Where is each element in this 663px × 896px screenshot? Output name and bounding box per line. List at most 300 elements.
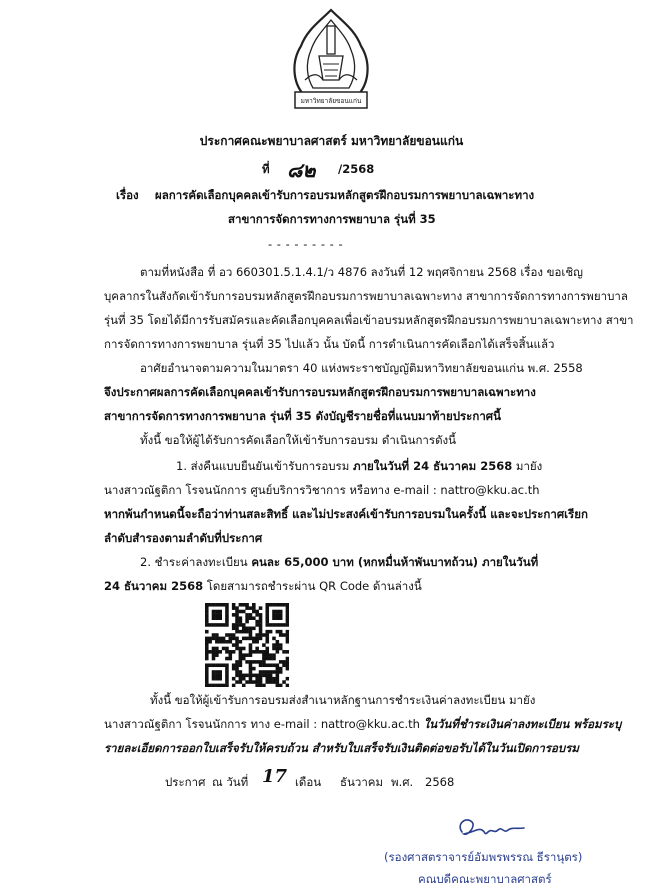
qr-module	[225, 613, 229, 617]
qr-module	[235, 640, 239, 644]
qr-module	[222, 603, 226, 607]
qr-module	[212, 650, 216, 654]
qr-module	[205, 613, 209, 617]
qr-module	[262, 633, 266, 637]
qr-module	[225, 680, 229, 684]
qr-module	[245, 630, 249, 634]
handwritten-number: ๘๒	[287, 158, 316, 182]
qr-module	[205, 643, 209, 647]
qr-module	[212, 637, 216, 641]
qr-module	[279, 623, 283, 627]
qr-module	[215, 650, 219, 654]
qr-module	[212, 653, 216, 657]
qr-module	[242, 674, 246, 678]
qr-module	[255, 620, 259, 624]
qr-module	[265, 630, 269, 634]
qr-module	[208, 684, 212, 687]
qr-module	[215, 670, 219, 674]
qr-module	[276, 610, 280, 614]
date-announced-label: ประกาศ	[165, 775, 206, 789]
paragraph-4-line-2	[104, 717, 621, 731]
qr-module	[205, 674, 209, 678]
paragraph-4-instruction: ในวันที่ชำระเงินค่าลงทะเบียน พร้อมระบุ	[423, 717, 622, 731]
qr-module	[239, 674, 243, 678]
qr-module	[242, 630, 246, 634]
qr-module	[225, 647, 229, 651]
qr-module	[276, 613, 280, 617]
qr-module	[242, 684, 246, 687]
qr-module	[222, 663, 226, 667]
qr-module	[279, 647, 283, 651]
qr-module	[249, 660, 253, 664]
qr-module	[262, 653, 266, 657]
qr-module	[218, 613, 222, 617]
qr-module	[215, 684, 219, 687]
qr-module	[269, 670, 273, 674]
handwritten-day: 17	[262, 766, 288, 787]
qr-module	[239, 623, 243, 627]
qr-module	[239, 603, 243, 607]
qr-module	[239, 630, 243, 634]
qr-module	[245, 603, 249, 607]
item-2-fee: คนละ 65,000 บาท (หกหมื่นห้าพันบาทถ้วน) ภายในวันที่	[251, 555, 539, 569]
qr-module	[212, 613, 216, 617]
qr-module	[225, 677, 229, 681]
item-2-line-1	[140, 555, 538, 569]
qr-module	[272, 603, 276, 607]
qr-module	[279, 633, 283, 637]
qr-module	[242, 603, 246, 607]
qr-module	[249, 643, 253, 647]
qr-module	[255, 650, 259, 654]
qr-module	[222, 637, 226, 641]
qr-module	[262, 643, 266, 647]
qr-module	[255, 647, 259, 651]
qr-module	[225, 667, 229, 671]
qr-module	[286, 684, 289, 687]
qr-module	[272, 637, 276, 641]
qr-module	[252, 640, 256, 644]
qr-module	[276, 680, 280, 684]
qr-module	[272, 663, 276, 667]
qr-module	[272, 670, 276, 674]
paragraph-2-line-1: อาศัยอำนาจตามความในมาตรา 40 แห่งพระราชบัญญัติมหาวิทยาลัยขอนแก่น พ.ศ. 2558	[140, 361, 583, 375]
qr-module	[272, 680, 276, 684]
qr-module	[235, 663, 239, 667]
qr-module	[222, 623, 226, 627]
qr-module	[262, 670, 266, 674]
qr-module	[242, 627, 246, 631]
qr-module	[225, 620, 229, 624]
date-month: ธันวาคม	[340, 775, 384, 789]
qr-module	[212, 663, 216, 667]
qr-module	[265, 616, 269, 620]
qr-module	[229, 640, 233, 644]
signer-name: (รองศาสตราจารย์อัมพรพรรณ ธีรานุตร)	[384, 850, 583, 864]
qr-module	[282, 650, 286, 654]
qr-module	[269, 657, 273, 661]
qr-module	[225, 606, 229, 610]
qr-module	[262, 663, 266, 667]
qr-module	[249, 674, 253, 678]
qr-module	[239, 616, 243, 620]
qr-module	[232, 603, 236, 607]
qr-module	[218, 603, 222, 607]
qr-module	[265, 603, 269, 607]
subject-line-1: ผลการคัดเลือกบุคคลเข้ารับการอบรมหลักสูตรฝึกอบรมการพยาบาลเฉพาะทาง	[155, 188, 535, 202]
qr-module	[232, 684, 236, 687]
number-suffix: /2568	[338, 162, 375, 176]
qr-module	[265, 606, 269, 610]
qr-module	[265, 637, 269, 641]
qr-module	[286, 623, 289, 627]
qr-module	[269, 674, 273, 678]
qr-module	[269, 653, 273, 657]
qr-module	[286, 650, 289, 654]
item-1-deadline: ภายในวันที่ 24 ธันวาคม 2568	[352, 459, 513, 473]
qr-module	[272, 657, 276, 661]
qr-module	[212, 633, 216, 637]
qr-module	[286, 606, 289, 610]
qr-module	[279, 616, 283, 620]
signature-scribble-icon	[452, 812, 532, 844]
qr-module	[272, 677, 276, 681]
qr-module	[262, 657, 266, 661]
qr-module	[272, 653, 276, 657]
qr-module	[229, 637, 233, 641]
qr-module	[279, 603, 283, 607]
qr-module	[235, 613, 239, 617]
qr-module	[252, 616, 256, 620]
qr-module	[239, 670, 243, 674]
qr-module	[215, 674, 219, 678]
qr-module	[208, 623, 212, 627]
qr-module	[269, 630, 273, 634]
qr-module	[265, 677, 269, 681]
qr-module	[259, 650, 263, 654]
qr-module	[249, 680, 253, 684]
qr-module	[218, 640, 222, 644]
qr-module	[235, 674, 239, 678]
qr-module	[272, 643, 276, 647]
qr-module	[259, 606, 263, 610]
qr-module	[235, 647, 239, 651]
qr-module	[252, 606, 256, 610]
qr-module	[215, 653, 219, 657]
qr-module	[249, 630, 253, 634]
qr-module	[279, 670, 283, 674]
qr-module	[232, 677, 236, 681]
qr-module	[252, 667, 256, 671]
qr-module	[286, 657, 289, 661]
university-seal	[283, 8, 379, 118]
qr-module	[245, 613, 249, 617]
qr-module	[225, 616, 229, 620]
qr-module	[255, 677, 259, 681]
qr-module	[276, 603, 280, 607]
qr-module	[282, 633, 286, 637]
qr-module	[286, 677, 289, 681]
qr-module	[232, 606, 236, 610]
qr-module	[222, 684, 226, 687]
date-year-label: พ.ศ.	[391, 775, 414, 789]
qr-module	[249, 606, 253, 610]
qr-module	[232, 623, 236, 627]
qr-module	[272, 610, 276, 614]
qr-module	[279, 610, 283, 614]
qr-module	[259, 674, 263, 678]
qr-module	[218, 663, 222, 667]
qr-module	[276, 630, 280, 634]
qr-module	[249, 653, 253, 657]
qr-module	[252, 627, 256, 631]
qr-module	[212, 616, 216, 620]
qr-module	[239, 610, 243, 614]
item-1-line-1	[176, 459, 542, 473]
qr-module	[242, 657, 246, 661]
qr-module	[286, 660, 289, 664]
qr-module	[276, 684, 280, 687]
qr-module	[225, 610, 229, 614]
qr-module	[239, 663, 243, 667]
qr-module	[262, 684, 266, 687]
qr-module	[218, 610, 222, 614]
item-1-line-3: หากพ้นกำหนดนี้จะถือว่าท่านสละสิทธิ์ และไม่ประสงค์เข้ารับการอบรมในครั้งนี้ และจะประกาศเรียก	[104, 507, 588, 521]
date-month-label: เดือน	[295, 775, 322, 789]
qr-module	[212, 670, 216, 674]
qr-module	[205, 623, 209, 627]
qr-module	[239, 640, 243, 644]
paragraph-2-line-3: สาขาการจัดการทางการพยาบาล รุ่นที่ 35 ดังบัญชีรายชื่อที่แนบมาท้ายประกาศนี้	[104, 409, 501, 423]
item-1-end: มายัง	[515, 459, 543, 473]
qr-module	[229, 633, 233, 637]
qr-module	[229, 653, 233, 657]
qr-module	[239, 657, 243, 661]
qr-module	[245, 616, 249, 620]
paragraph-1-line-3: รุ่นที่ 35 โดยได้มีการรับสมัครและคัดเลือกบุคคลเพื่อเข้าอบรมหลักสูตรฝึกอบรมการพยาบาลเฉพาะทาง สาขา	[104, 313, 634, 327]
qr-module	[255, 674, 259, 678]
qr-module	[255, 610, 259, 614]
qr-module	[225, 670, 229, 674]
qr-module	[218, 674, 222, 678]
qr-module	[255, 613, 259, 617]
qr-module	[265, 650, 269, 654]
qr-module	[215, 640, 219, 644]
qr-module	[205, 684, 209, 687]
qr-module	[242, 637, 246, 641]
qr-module	[265, 610, 269, 614]
qr-module	[235, 616, 239, 620]
qr-module	[212, 657, 216, 661]
qr-module	[232, 613, 236, 617]
signer-title: คณบดีคณะพยาบาลศาสตร์	[418, 872, 552, 886]
qr-module	[286, 613, 289, 617]
qr-module	[259, 623, 263, 627]
qr-module	[225, 650, 229, 654]
qr-module	[269, 603, 273, 607]
qr-module	[272, 647, 276, 651]
qr-module	[205, 663, 209, 667]
qr-module	[252, 610, 256, 614]
qr-module	[265, 663, 269, 667]
qr-module	[232, 667, 236, 671]
qr-module	[232, 663, 236, 667]
number-prefix: ที่	[262, 162, 270, 176]
qr-module	[208, 640, 212, 644]
qr-module	[265, 670, 269, 674]
qr-module	[225, 623, 229, 627]
qr-module	[208, 650, 212, 654]
qr-module	[269, 663, 273, 667]
qr-module	[276, 674, 280, 678]
qr-module	[239, 653, 243, 657]
qr-module	[212, 610, 216, 614]
qr-module	[212, 647, 216, 651]
separator-dashes: - - - - - - - - -	[268, 237, 344, 251]
qr-module	[249, 670, 253, 674]
qr-module	[205, 603, 209, 607]
qr-module	[279, 630, 283, 634]
qr-module	[276, 677, 280, 681]
qr-module	[218, 623, 222, 627]
qr-module	[225, 640, 229, 644]
qr-module	[255, 680, 259, 684]
qr-module	[229, 657, 233, 661]
qr-module	[276, 623, 280, 627]
item-2-qr-note: โดยสามารถชำระผ่าน QR Code ด้านล่างนี้	[206, 579, 422, 593]
qr-module	[255, 623, 259, 627]
qr-module	[242, 677, 246, 681]
paragraph-4-line-1: ทั้งนี้ ขอให้ผู้เข้ารับการอบรมส่งสำเนาหลักฐานการชำระเงินค่าลงทะเบียน มายัง	[150, 693, 536, 707]
qr-module	[212, 674, 216, 678]
qr-module	[265, 633, 269, 637]
qr-module	[259, 633, 263, 637]
qr-module	[218, 677, 222, 681]
qr-module	[265, 640, 269, 644]
qr-module	[232, 637, 236, 641]
subject-label: เรื่อง	[116, 188, 139, 202]
qr-module	[239, 650, 243, 654]
qr-module	[205, 630, 209, 634]
qr-module	[225, 657, 229, 661]
qr-module	[235, 610, 239, 614]
qr-module	[208, 637, 212, 641]
qr-module	[279, 667, 283, 671]
qr-module	[272, 623, 276, 627]
qr-module	[245, 674, 249, 678]
qr-module	[259, 663, 263, 667]
qr-module	[215, 677, 219, 681]
qr-module	[249, 627, 253, 631]
qr-module	[235, 660, 239, 664]
dean-signature	[452, 812, 532, 844]
qr-module	[249, 633, 253, 637]
qr-module	[276, 667, 280, 671]
qr-module	[245, 620, 249, 624]
paragraph-1-line-4: การจัดการทางการพยาบาล รุ่นที่ 35 ไปแล้ว นั้น บัดนี้ การดำเนินการคัดเลือกได้เสร็จสิ้นแล้ว	[104, 337, 555, 351]
qr-module	[272, 613, 276, 617]
qr-module	[265, 647, 269, 651]
qr-module	[205, 637, 209, 641]
qr-module	[259, 630, 263, 634]
qr-module	[252, 603, 256, 607]
qr-module	[239, 647, 243, 651]
qr-module	[205, 606, 209, 610]
qr-module	[239, 680, 243, 684]
qr-module	[276, 650, 280, 654]
qr-module	[265, 653, 269, 657]
qr-module	[249, 647, 253, 651]
qr-module	[218, 650, 222, 654]
paragraph-4-contact: นางสาวณัฐติกา โรจนนักการ ทาง e-mail : nattro@kku.ac.th	[104, 717, 420, 731]
qr-module	[286, 667, 289, 671]
qr-module	[282, 623, 286, 627]
qr-module	[218, 684, 222, 687]
qr-module	[205, 620, 209, 624]
qr-module	[235, 623, 239, 627]
qr-module	[259, 613, 263, 617]
qr-module	[276, 663, 280, 667]
qr-module	[279, 660, 283, 664]
qr-module	[252, 660, 256, 664]
qr-module	[262, 674, 266, 678]
qr-module	[235, 643, 239, 647]
qr-module	[235, 630, 239, 634]
qr-module	[232, 633, 236, 637]
qr-module	[205, 667, 209, 671]
qr-module	[259, 684, 263, 687]
qr-module	[215, 663, 219, 667]
paragraph-1-line-1: ตามที่หนังสือ ที่ อว 660301.5.1.4.1/ว 4876 ลงวันที่ 12 พฤศจิกายน 2568 เรื่อง ขอเชิญ	[140, 265, 583, 279]
item-2-line-2	[104, 579, 422, 593]
qr-module	[259, 637, 263, 641]
qr-module	[245, 606, 249, 610]
seal-banner-text: มหาวิทยาลัยขอนแก่น	[300, 97, 362, 105]
qr-module	[212, 677, 216, 681]
qr-module	[262, 660, 266, 664]
qr-module	[235, 606, 239, 610]
qr-module	[245, 680, 249, 684]
qr-module	[252, 650, 256, 654]
qr-module	[265, 674, 269, 678]
qr-module	[205, 647, 209, 651]
paragraph-4-line-3: รายละเอียดการออกใบเสร็จรับให้ครบถ้วน สำหรับใบเสร็จรับเงินติดต่อขอรับได้ในวันเปิดการอบรม	[104, 741, 579, 755]
qr-module	[249, 613, 253, 617]
qr-module	[259, 677, 263, 681]
qr-module	[252, 674, 256, 678]
qr-module	[242, 647, 246, 651]
qr-module	[276, 640, 280, 644]
qr-module	[232, 650, 236, 654]
qr-module	[205, 670, 209, 674]
qr-module	[218, 637, 222, 641]
qr-module	[225, 633, 229, 637]
qr-module	[215, 623, 219, 627]
qr-module	[212, 603, 216, 607]
paragraph-2-line-2: จึงประกาศผลการคัดเลือกบุคคลเข้ารับการอบรมหลักสูตรฝึกอบรมการพยาบาลเฉพาะทาง	[104, 385, 536, 399]
qr-module	[262, 650, 266, 654]
qr-module	[205, 680, 209, 684]
qr-module	[218, 670, 222, 674]
qr-module	[205, 653, 209, 657]
qr-module	[245, 653, 249, 657]
qr-module	[265, 613, 269, 617]
qr-module	[215, 633, 219, 637]
qr-module	[252, 637, 256, 641]
qr-module	[212, 623, 216, 627]
qr-module	[245, 660, 249, 664]
qr-module	[259, 620, 263, 624]
